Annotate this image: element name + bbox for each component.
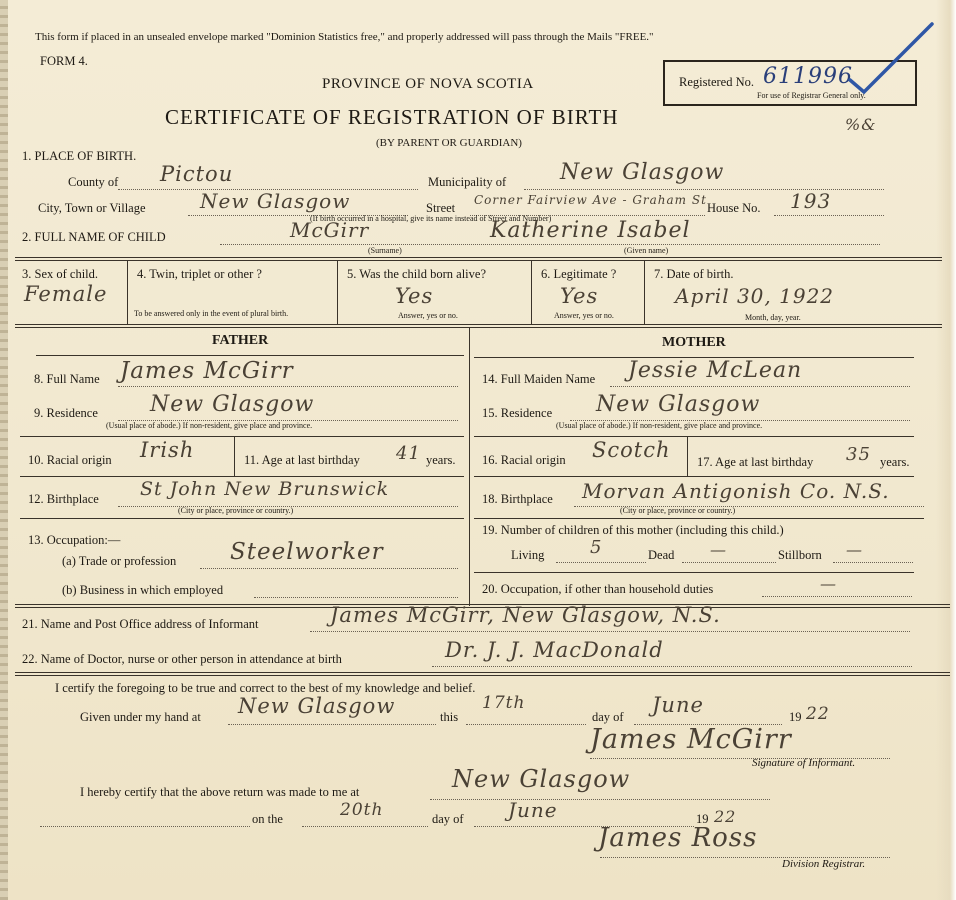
hospital-note: (If birth occurred in a hospital, give its name instead of Street and Number) xyxy=(310,214,552,223)
mother-birthplace-label: 18. Birthplace xyxy=(482,492,553,506)
registrar-year-prefix: 19 xyxy=(696,812,709,826)
father-birthplace: St John New Brunswick xyxy=(140,478,390,500)
county-label: County of xyxy=(68,175,119,189)
street-label: Street xyxy=(426,201,456,215)
living-label: Living xyxy=(511,548,545,562)
father-racial-label: 10. Racial origin xyxy=(28,453,112,467)
given-note: (Given name) xyxy=(624,246,669,255)
father-age-unit: years. xyxy=(426,453,456,467)
page-subtitle: (BY PARENT OR GUARDIAN) xyxy=(376,137,522,149)
mother-age-label: 17. Age at last birthday xyxy=(697,455,814,469)
child-surname: McGirr xyxy=(290,218,370,242)
father-name-label: 8. Full Name xyxy=(34,372,100,386)
province-heading: PROVINCE OF NOVA SCOTIA xyxy=(322,76,534,92)
dead-value: — xyxy=(710,540,727,559)
certify-place: New Glasgow xyxy=(238,694,396,718)
alive-label: 5. Was the child born alive? xyxy=(347,267,487,281)
twin-note: To be answered only in the event of plural birth. xyxy=(134,309,289,318)
registrar-place: New Glasgow xyxy=(452,765,631,793)
legitimate-label: 6. Legitimate ? xyxy=(541,267,617,281)
registrar-signature-label: Division Registrar. xyxy=(782,858,866,870)
torn-edge xyxy=(936,0,956,900)
living-value: 5 xyxy=(590,537,603,558)
father-residence: New Glasgow xyxy=(150,392,315,417)
registered-note: For use of Registrar General only. xyxy=(757,91,866,100)
street-value: Corner Fairview Ave - Graham St xyxy=(474,193,707,207)
mother-birthplace-note: (City or place, province or country.) xyxy=(620,506,736,515)
certify-year-prefix: 19 xyxy=(789,710,802,724)
given-under-label: Given under my hand at xyxy=(80,710,201,724)
father-residence-note: (Usual place of abode.) If non-resident, give place and province. xyxy=(106,421,313,430)
this-label: this xyxy=(440,710,459,724)
municipality-value: New Glasgow xyxy=(560,160,725,185)
twin-label: 4. Twin, triplet or other ? xyxy=(137,267,262,281)
county-value: Pictou xyxy=(160,162,234,186)
certify-day: 17th xyxy=(482,693,526,713)
informant-signature-label: Signature of Informant. xyxy=(752,757,856,769)
occupation-label: 13. Occupation:— xyxy=(28,533,121,547)
child-name-heading: 2. FULL NAME OF CHILD xyxy=(22,230,166,244)
certify-year: 22 xyxy=(806,704,830,724)
father-age: 41 xyxy=(396,443,421,464)
father-age-label: 11. Age at last birthday xyxy=(244,453,360,467)
city-label: City, Town or Village xyxy=(38,201,146,215)
registrar-statement: I hereby certify that the above return was made to me at xyxy=(80,785,360,799)
child-given-name: Katherine Isabel xyxy=(490,218,691,243)
surname-note: (Surname) xyxy=(368,246,402,255)
dob-note: Month, day, year. xyxy=(745,313,801,322)
trade-value: Steelworker xyxy=(230,539,384,565)
legitimate-value: Yes xyxy=(560,284,599,308)
mother-residence: New Glasgow xyxy=(596,392,761,417)
page-title: CERTIFICATE OF REGISTRATION OF BIRTH xyxy=(165,105,619,129)
blue-check-mark xyxy=(830,18,940,98)
dead-label: Dead xyxy=(648,548,675,562)
doctor-label: 22. Name of Doctor, nurse or other person in attendance at birth xyxy=(22,652,342,666)
registrar-day: 20th xyxy=(340,800,384,820)
stillborn-label: Stillborn xyxy=(778,548,822,562)
registrar-month: June xyxy=(508,798,558,822)
pencil-mark: %& xyxy=(845,115,877,134)
registrar-signature: James Ross xyxy=(598,823,758,853)
informant-signature: James McGirr xyxy=(590,724,792,755)
registered-number: 611996 xyxy=(763,64,853,89)
place-of-birth-heading: 1. PLACE OF BIRTH. xyxy=(22,149,137,163)
sex-label: 3. Sex of child. xyxy=(22,267,99,281)
sex-value: Female xyxy=(24,282,108,306)
mother-age-unit: years. xyxy=(880,455,910,469)
certify-statement: I certify the foregoing to be true and correct to the best of my knowledge and belief. xyxy=(55,681,476,695)
city-value: New Glasgow xyxy=(200,189,351,213)
children-count-label: 19. Number of children of this mother (including this child.) xyxy=(482,523,784,537)
postal-notice: This form if placed in an unsealed envelope marked "Dominion Statistics free," and properly addressed will pass through the Mails "FREE." xyxy=(35,31,654,43)
perforated-edge xyxy=(0,0,8,900)
doctor-value: Dr. J. J. MacDonald xyxy=(445,638,664,662)
mother-name: Jessie McLean xyxy=(628,358,803,383)
mother-residence-label: 15. Residence xyxy=(482,406,553,420)
house-value: 193 xyxy=(790,189,832,213)
mother-birthplace: Morvan Antigonish Co. N.S. xyxy=(582,479,890,503)
mother-heading: MOTHER xyxy=(662,335,726,350)
house-label: House No. xyxy=(707,201,761,215)
alive-value: Yes xyxy=(395,284,434,308)
on-the-label: on the xyxy=(252,812,283,826)
mother-age: 35 xyxy=(846,444,871,465)
form-number: FORM 4. xyxy=(40,54,88,68)
mother-residence-note: (Usual place of abode.) If non-resident, give place and province. xyxy=(556,421,763,430)
father-heading: FATHER xyxy=(212,333,269,348)
dob-label: 7. Date of birth. xyxy=(654,267,734,281)
municipality-label: Municipality of xyxy=(428,175,507,189)
certify-month: June xyxy=(652,693,704,717)
alive-note: Answer, yes or no. xyxy=(398,311,458,320)
mother-racial: Scotch xyxy=(592,438,671,462)
mother-name-label: 14. Full Maiden Name xyxy=(482,372,596,386)
trade-label: (a) Trade or profession xyxy=(62,554,177,568)
father-residence-label: 9. Residence xyxy=(34,406,98,420)
mother-occupation-value: — xyxy=(820,574,837,593)
registrar-year: 22 xyxy=(714,807,737,826)
informant-value: James McGirr, New Glasgow, N.S. xyxy=(330,603,721,627)
father-name: James McGirr xyxy=(120,358,294,384)
stillborn-value: — xyxy=(846,540,863,559)
legitimate-note: Answer, yes or no. xyxy=(554,311,614,320)
registrar-dayof-label: day of xyxy=(432,812,464,826)
dob-value: April 30, 1922 xyxy=(675,284,835,308)
father-birthplace-label: 12. Birthplace xyxy=(28,492,99,506)
informant-label: 21. Name and Post Office address of Informant xyxy=(22,617,259,631)
mother-racial-label: 16. Racial origin xyxy=(482,453,566,467)
mother-occupation-label: 20. Occupation, if other than household duties xyxy=(482,582,714,596)
father-birthplace-note: (City or place, province or country.) xyxy=(178,506,294,515)
certify-dayof-label: day of xyxy=(592,710,624,724)
registered-label: Registered No. xyxy=(679,75,754,89)
business-label: (b) Business in which employed xyxy=(62,583,224,597)
father-racial: Irish xyxy=(140,438,195,462)
